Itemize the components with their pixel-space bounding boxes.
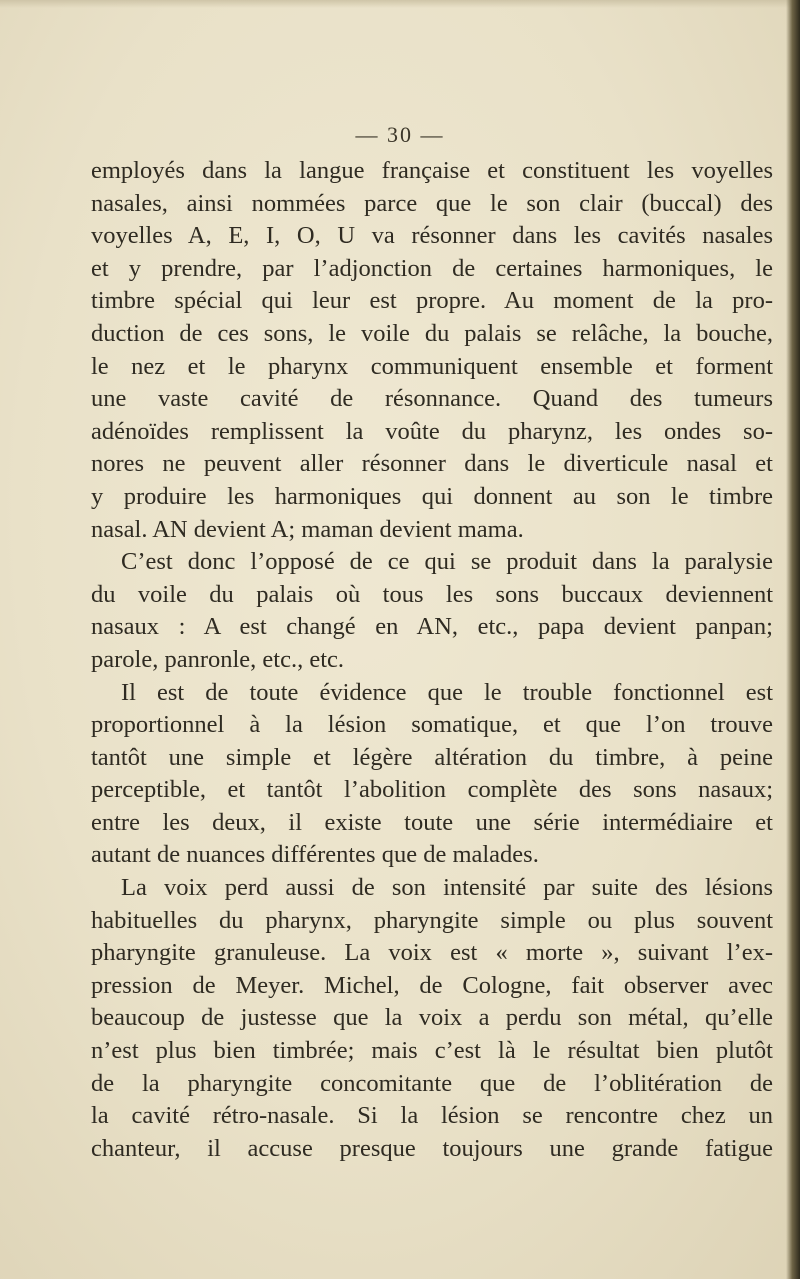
text-line: pharyngite granuleuse. La voix est « morte », suivant l’ex- [91, 939, 773, 967]
page-number: — 30 — [355, 122, 445, 147]
text-line: nasales, ainsi nommées parce que le son clair (buccal) des [91, 189, 773, 217]
body-text [91, 155, 773, 1165]
text-line: entre les deux, il existe toute une série intermédiaire et [91, 808, 773, 836]
text-line: adénoïdes remplissent la voûte du pharynz, les ondes so- [91, 417, 773, 445]
text-line: La voix perd aussi de son intensité par suite des lésions [121, 874, 773, 902]
text-line: Il est de toute évidence que le trouble fonctionnel est [121, 678, 773, 706]
text-line: perceptible, et tantôt l’abolition complète des sons nasaux; [91, 776, 773, 804]
text-line: n’est plus bien timbrée; mais c’est là le résultat bien plutôt [91, 1037, 773, 1065]
page-binding-edge [786, 0, 800, 1279]
text-line: parole, panronle, etc., etc. [91, 645, 345, 673]
text-line: de la pharyngite concomitante que de l’oblitération de [91, 1069, 773, 1097]
text-line: duction de ces sons, le voile du palais se relâche, la bouche, [91, 319, 773, 347]
text-line: chanteur, il accuse presque toujours une grande fatigue [91, 1134, 773, 1162]
text-line: une vaste cavité de résonnance. Quand des tumeurs [91, 385, 773, 413]
text-line: pression de Meyer. Michel, de Cologne, fait observer avec [91, 971, 773, 999]
text-line: nores ne peuvent aller résonner dans le diverticule nasal et [91, 450, 773, 478]
text-line: y produire les harmoniques qui donnent au son le timbre [91, 482, 773, 510]
text-line: C’est donc l’opposé de ce qui se produit dans la paralysie [121, 548, 773, 576]
text-line: tantôt une simple et légère altération du timbre, à peine [91, 743, 773, 771]
text-line: employés dans la langue française et constituent les voyelles [91, 157, 773, 184]
text-line: autant de nuances différentes que de malades. [91, 841, 539, 869]
text-line: et y prendre, par l’adjonction de certaines harmoniques, le [91, 254, 773, 282]
text-line: la cavité rétro-nasale. Si la lésion se rencontre chez un [91, 1102, 773, 1130]
text-line: timbre spécial qui leur est propre. Au moment de la pro- [91, 287, 773, 315]
text-line: beaucoup de justesse que la voix a perdu son métal, qu’elle [91, 1004, 773, 1032]
text-line: nasal. AN devient A; maman devient mama. [91, 515, 524, 543]
text-line: le nez et le pharynx communiquent ensemble et forment [91, 352, 773, 380]
page-top-edge [0, 0, 800, 8]
text-line: voyelles A, E, I, O, U va résonner dans les cavités nasales [91, 222, 773, 250]
text-line: du voile du palais où tous les sons buccaux deviennent [91, 580, 773, 608]
text-line: habituelles du pharynx, pharyngite simple ou plus souvent [91, 906, 773, 934]
text-line: nasaux : A est changé en AN, etc., papa devient panpan; [91, 613, 773, 641]
text-line: proportionnel à la lésion somatique, et que l’on trouve [91, 711, 773, 739]
